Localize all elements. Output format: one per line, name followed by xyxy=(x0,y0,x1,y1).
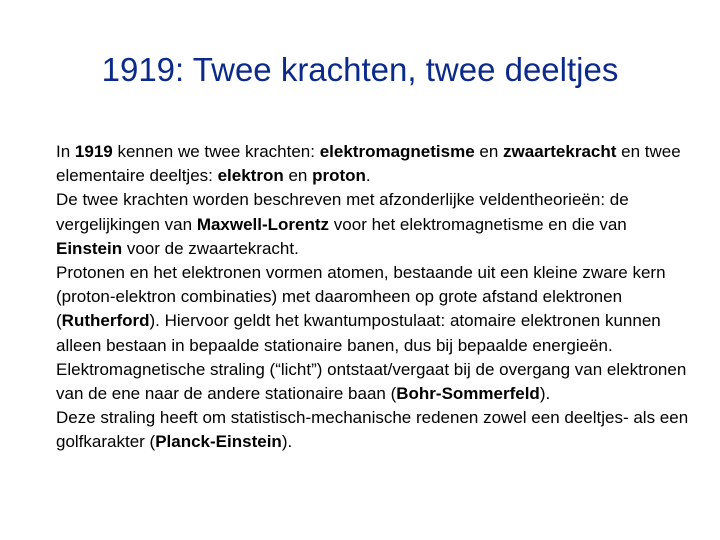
text-run: De twee krachten worden beschreven met afzonderlijke veldentheorieën: de vergelijkingen van xyxy=(56,190,629,234)
bold-term: Einstein xyxy=(56,238,123,258)
text-run: en xyxy=(283,166,313,186)
bold-term: 1919 xyxy=(74,142,113,161)
text-run: voor het elektromagnetisme en die van xyxy=(329,214,627,234)
bold-term: Maxwell-Lorentz xyxy=(196,214,330,234)
bold-term: Rutherford xyxy=(61,311,150,331)
text-run: kennen we twee krachten: xyxy=(112,142,320,161)
bold-term: zwaartekracht xyxy=(503,142,617,161)
body-paragraph xyxy=(56,261,696,406)
body-paragraph xyxy=(56,188,696,261)
bold-term: Bohr-Sommerfeld xyxy=(396,384,540,404)
text-run: en twee elementaire deeltjes: xyxy=(56,142,681,186)
bold-term: elektron xyxy=(217,166,284,186)
body-paragraph xyxy=(56,406,696,454)
slide-title: 1919: Twee krachten, twee deeltjes xyxy=(101,51,619,88)
text-run: . xyxy=(365,166,371,186)
text-run: Deze straling heeft om statistisch-mechanische redenen zowel een deeltjes- als een golfkarakter ( xyxy=(56,408,689,452)
text-run: Protonen en het elektronen vormen atomen, bestaande uit een kleine zware kern (proton-elektron combinaties) met daaromheen op grote afstand elektronen ( xyxy=(56,263,666,331)
text-run: In xyxy=(56,142,75,161)
text-run: en xyxy=(474,142,504,161)
text-run: ). xyxy=(539,384,551,404)
text-run: voor de zwaartekracht. xyxy=(122,238,299,258)
bold-term: proton xyxy=(312,166,366,186)
bold-term: elektromagnetisme xyxy=(319,142,475,161)
text-run: ). Hiervoor geldt het kwantumpostulaat: atomaire elektronen kunnen alleen bestaan in bepaalde stationaire banen, dus bij bepaalde energieën. Elektromagnetische straling (“licht”) ontstaat/vergaat bij de overgang van elektronen van de ene naar de andere stationaire baan ( xyxy=(56,311,687,404)
body-paragraph xyxy=(56,140,696,188)
text-run: ). xyxy=(281,432,293,452)
bold-term: Planck-Einstein xyxy=(155,432,282,452)
slide-body xyxy=(56,140,696,455)
